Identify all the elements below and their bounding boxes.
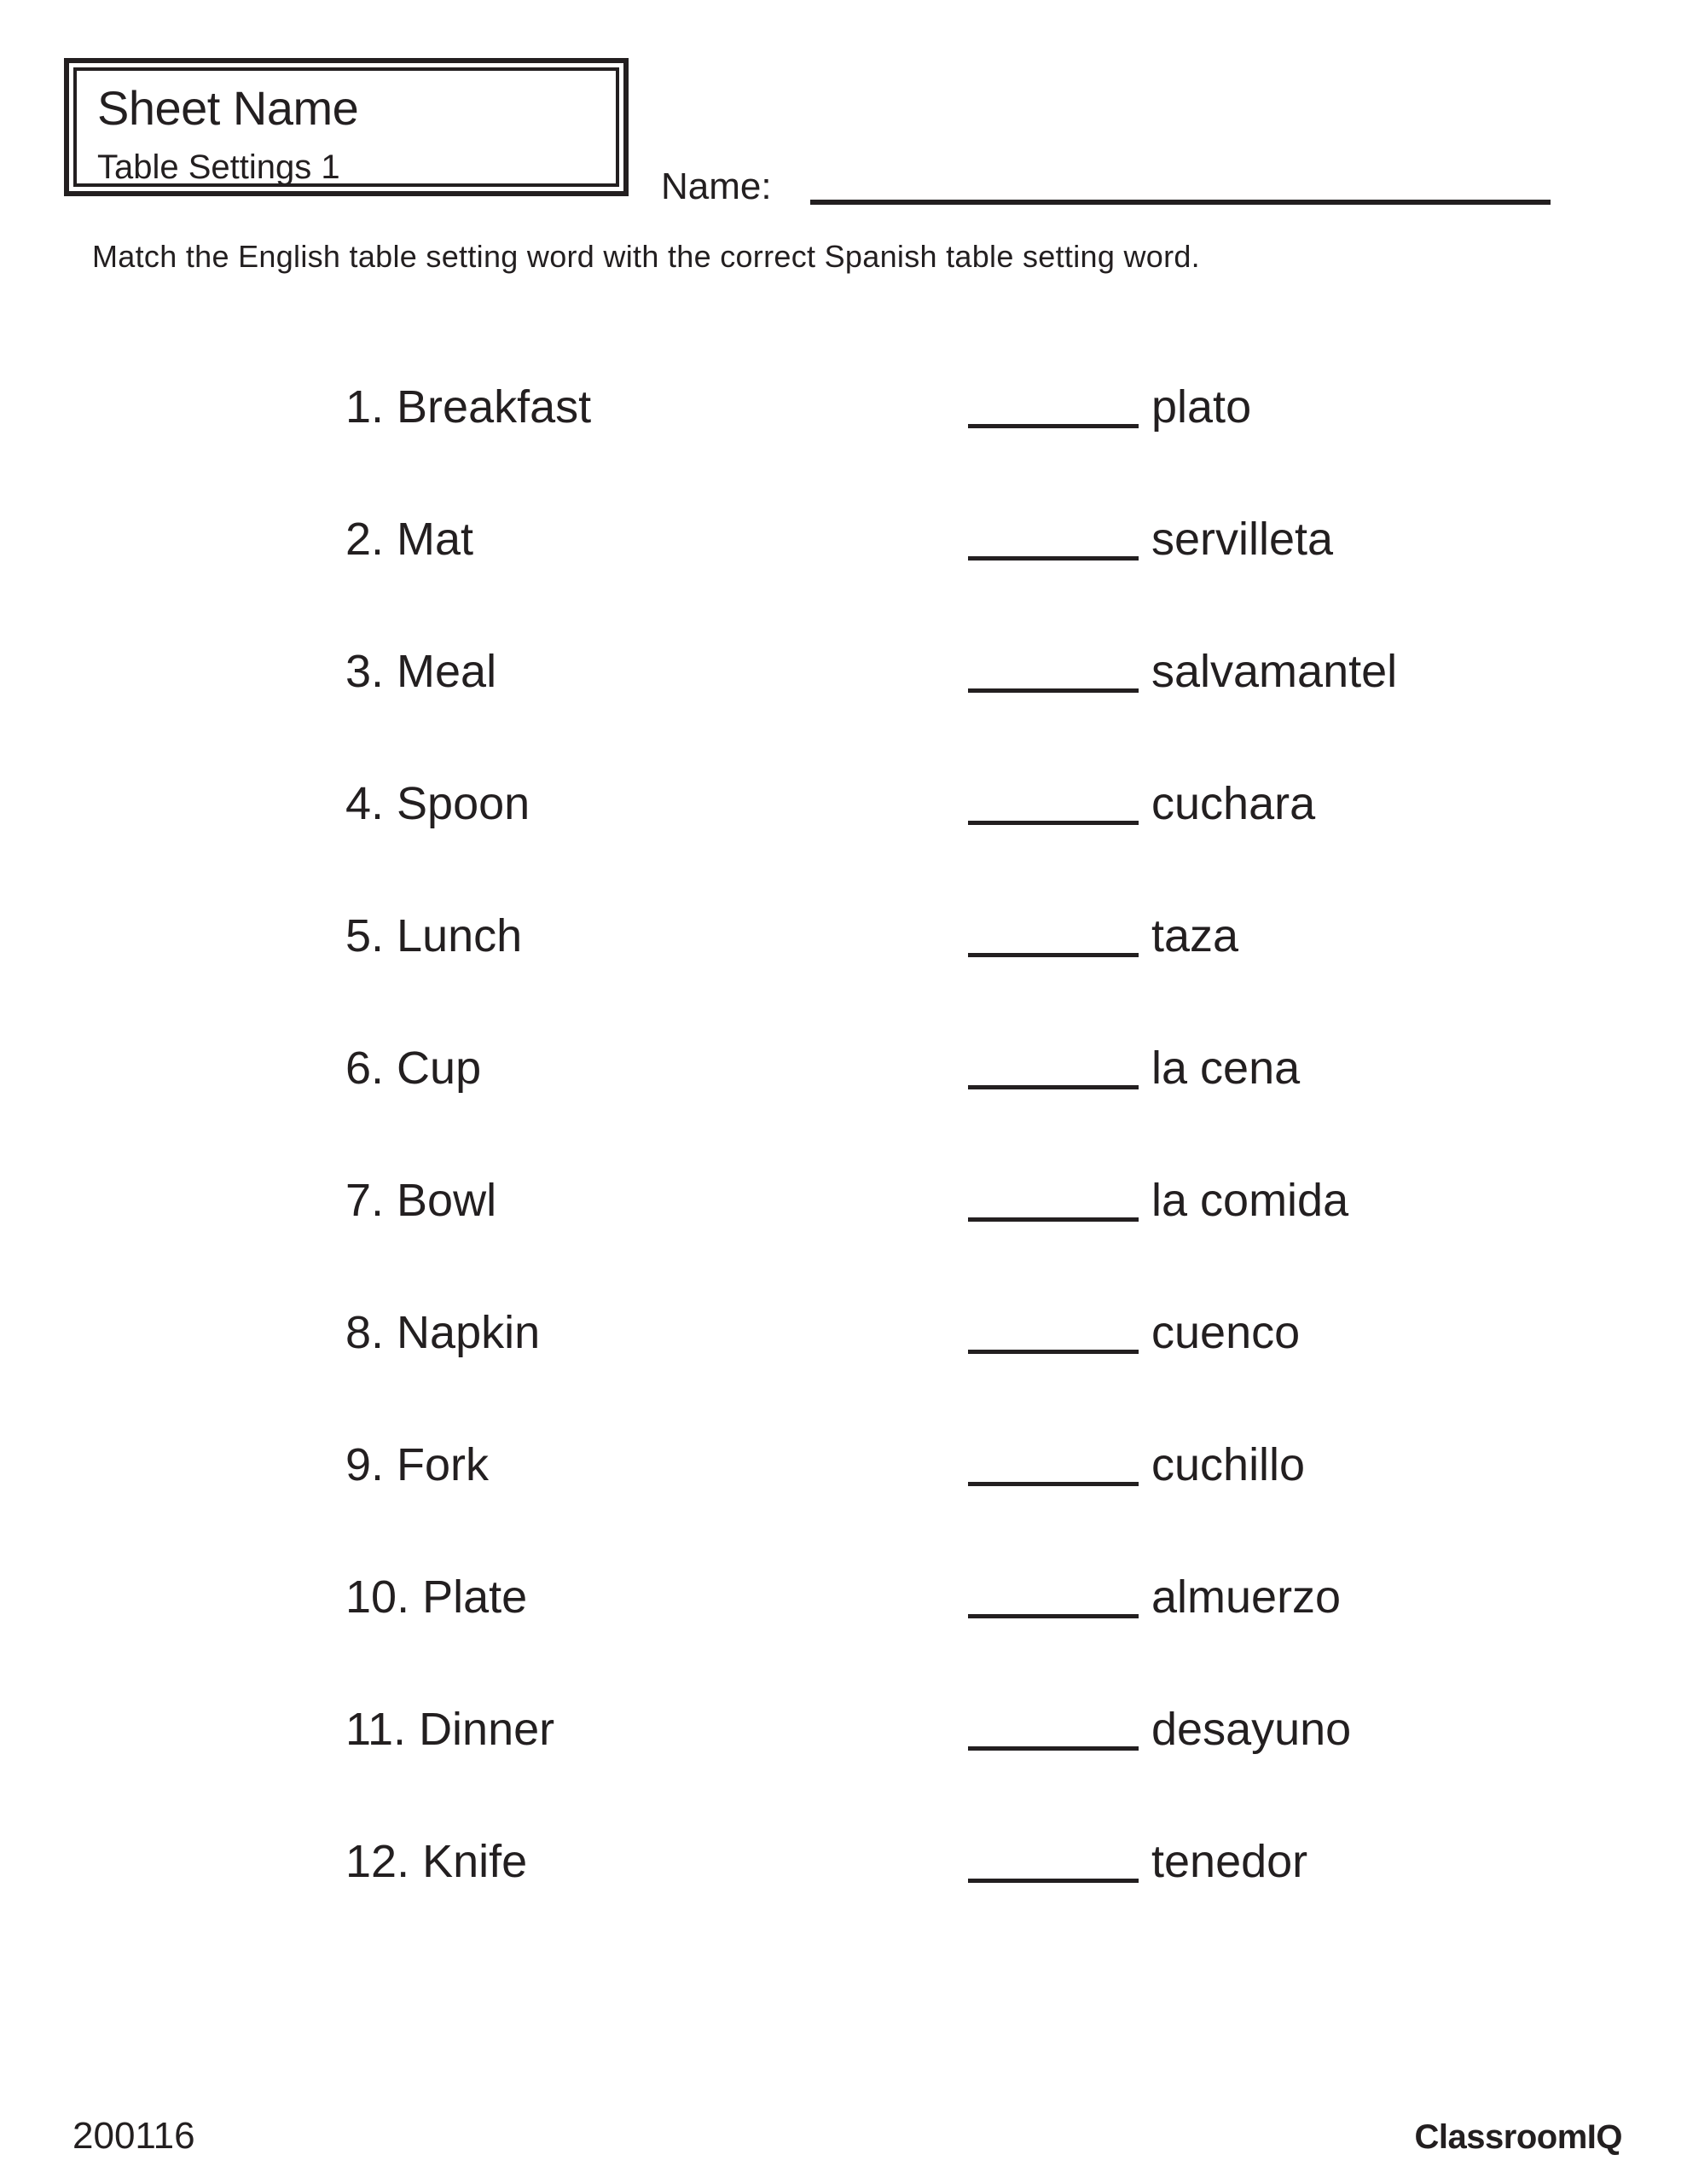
match-row: [0, 643, 1687, 700]
match-row: [0, 379, 1687, 435]
spanish-term: cuchara: [1151, 778, 1316, 829]
answer-blank-line[interactable]: [968, 424, 1139, 428]
answer-blank-line[interactable]: [968, 1217, 1139, 1222]
spanish-term: cuchillo: [1151, 1439, 1306, 1490]
match-row: [0, 1304, 1687, 1361]
spanish-term: la comida: [1151, 1175, 1349, 1226]
answer-blank-line[interactable]: [968, 688, 1139, 693]
match-row: [0, 1833, 1687, 1890]
spanish-term: plato: [1151, 381, 1252, 433]
answer-blank-line[interactable]: [968, 1746, 1139, 1751]
english-term: 6. Cup: [345, 1043, 482, 1094]
english-term: 5. Lunch: [345, 910, 523, 961]
answer-blank-line[interactable]: [968, 1350, 1139, 1354]
answer-blank-line[interactable]: [968, 556, 1139, 561]
english-term: 10. Plate: [345, 1571, 528, 1623]
answer-blank-line[interactable]: [968, 821, 1139, 825]
answer-blank-line[interactable]: [968, 1879, 1139, 1883]
sheet-subtitle: Table Settings 1: [97, 148, 340, 186]
english-term: 9. Fork: [345, 1439, 490, 1490]
english-term: 8. Napkin: [345, 1307, 541, 1358]
english-term: 2. Mat: [345, 514, 474, 565]
match-row: [0, 1040, 1687, 1096]
spanish-term: taza: [1151, 910, 1239, 961]
match-row: [0, 511, 1687, 567]
spanish-term: desayuno: [1151, 1704, 1352, 1755]
name-label: Name:: [661, 166, 772, 207]
english-term: 3. Meal: [345, 646, 497, 697]
footer-brand-logo: ClassroomIQ: [1414, 2118, 1622, 2156]
answer-blank-line[interactable]: [968, 953, 1139, 957]
spanish-term: almuerzo: [1151, 1571, 1342, 1623]
english-term: 4. Spoon: [345, 778, 530, 829]
match-row: [0, 1701, 1687, 1757]
spanish-term: tenedor: [1151, 1836, 1308, 1887]
match-row: [0, 1437, 1687, 1493]
match-row: [0, 775, 1687, 832]
match-row: [0, 1172, 1687, 1228]
english-term: 11. Dinner: [345, 1704, 555, 1755]
instruction-text: Match the English table setting word with the correct Spanish table setting word.: [92, 239, 1200, 274]
answer-blank-line[interactable]: [968, 1614, 1139, 1618]
match-row: [0, 908, 1687, 964]
english-term: 12. Knife: [345, 1836, 528, 1887]
match-row: [0, 1569, 1687, 1625]
spanish-term: cuenco: [1151, 1307, 1301, 1358]
spanish-term: la cena: [1151, 1043, 1301, 1094]
spanish-term: salvamantel: [1151, 646, 1398, 697]
footer-sheet-code: 200116: [72, 2115, 195, 2157]
answer-blank-line[interactable]: [968, 1085, 1139, 1089]
english-term: 7. Bowl: [345, 1175, 497, 1226]
sheet-name: Sheet Name: [97, 81, 359, 135]
answer-blank-line[interactable]: [968, 1482, 1139, 1486]
spanish-term: servilleta: [1151, 514, 1334, 565]
english-term: 1. Breakfast: [345, 381, 592, 433]
